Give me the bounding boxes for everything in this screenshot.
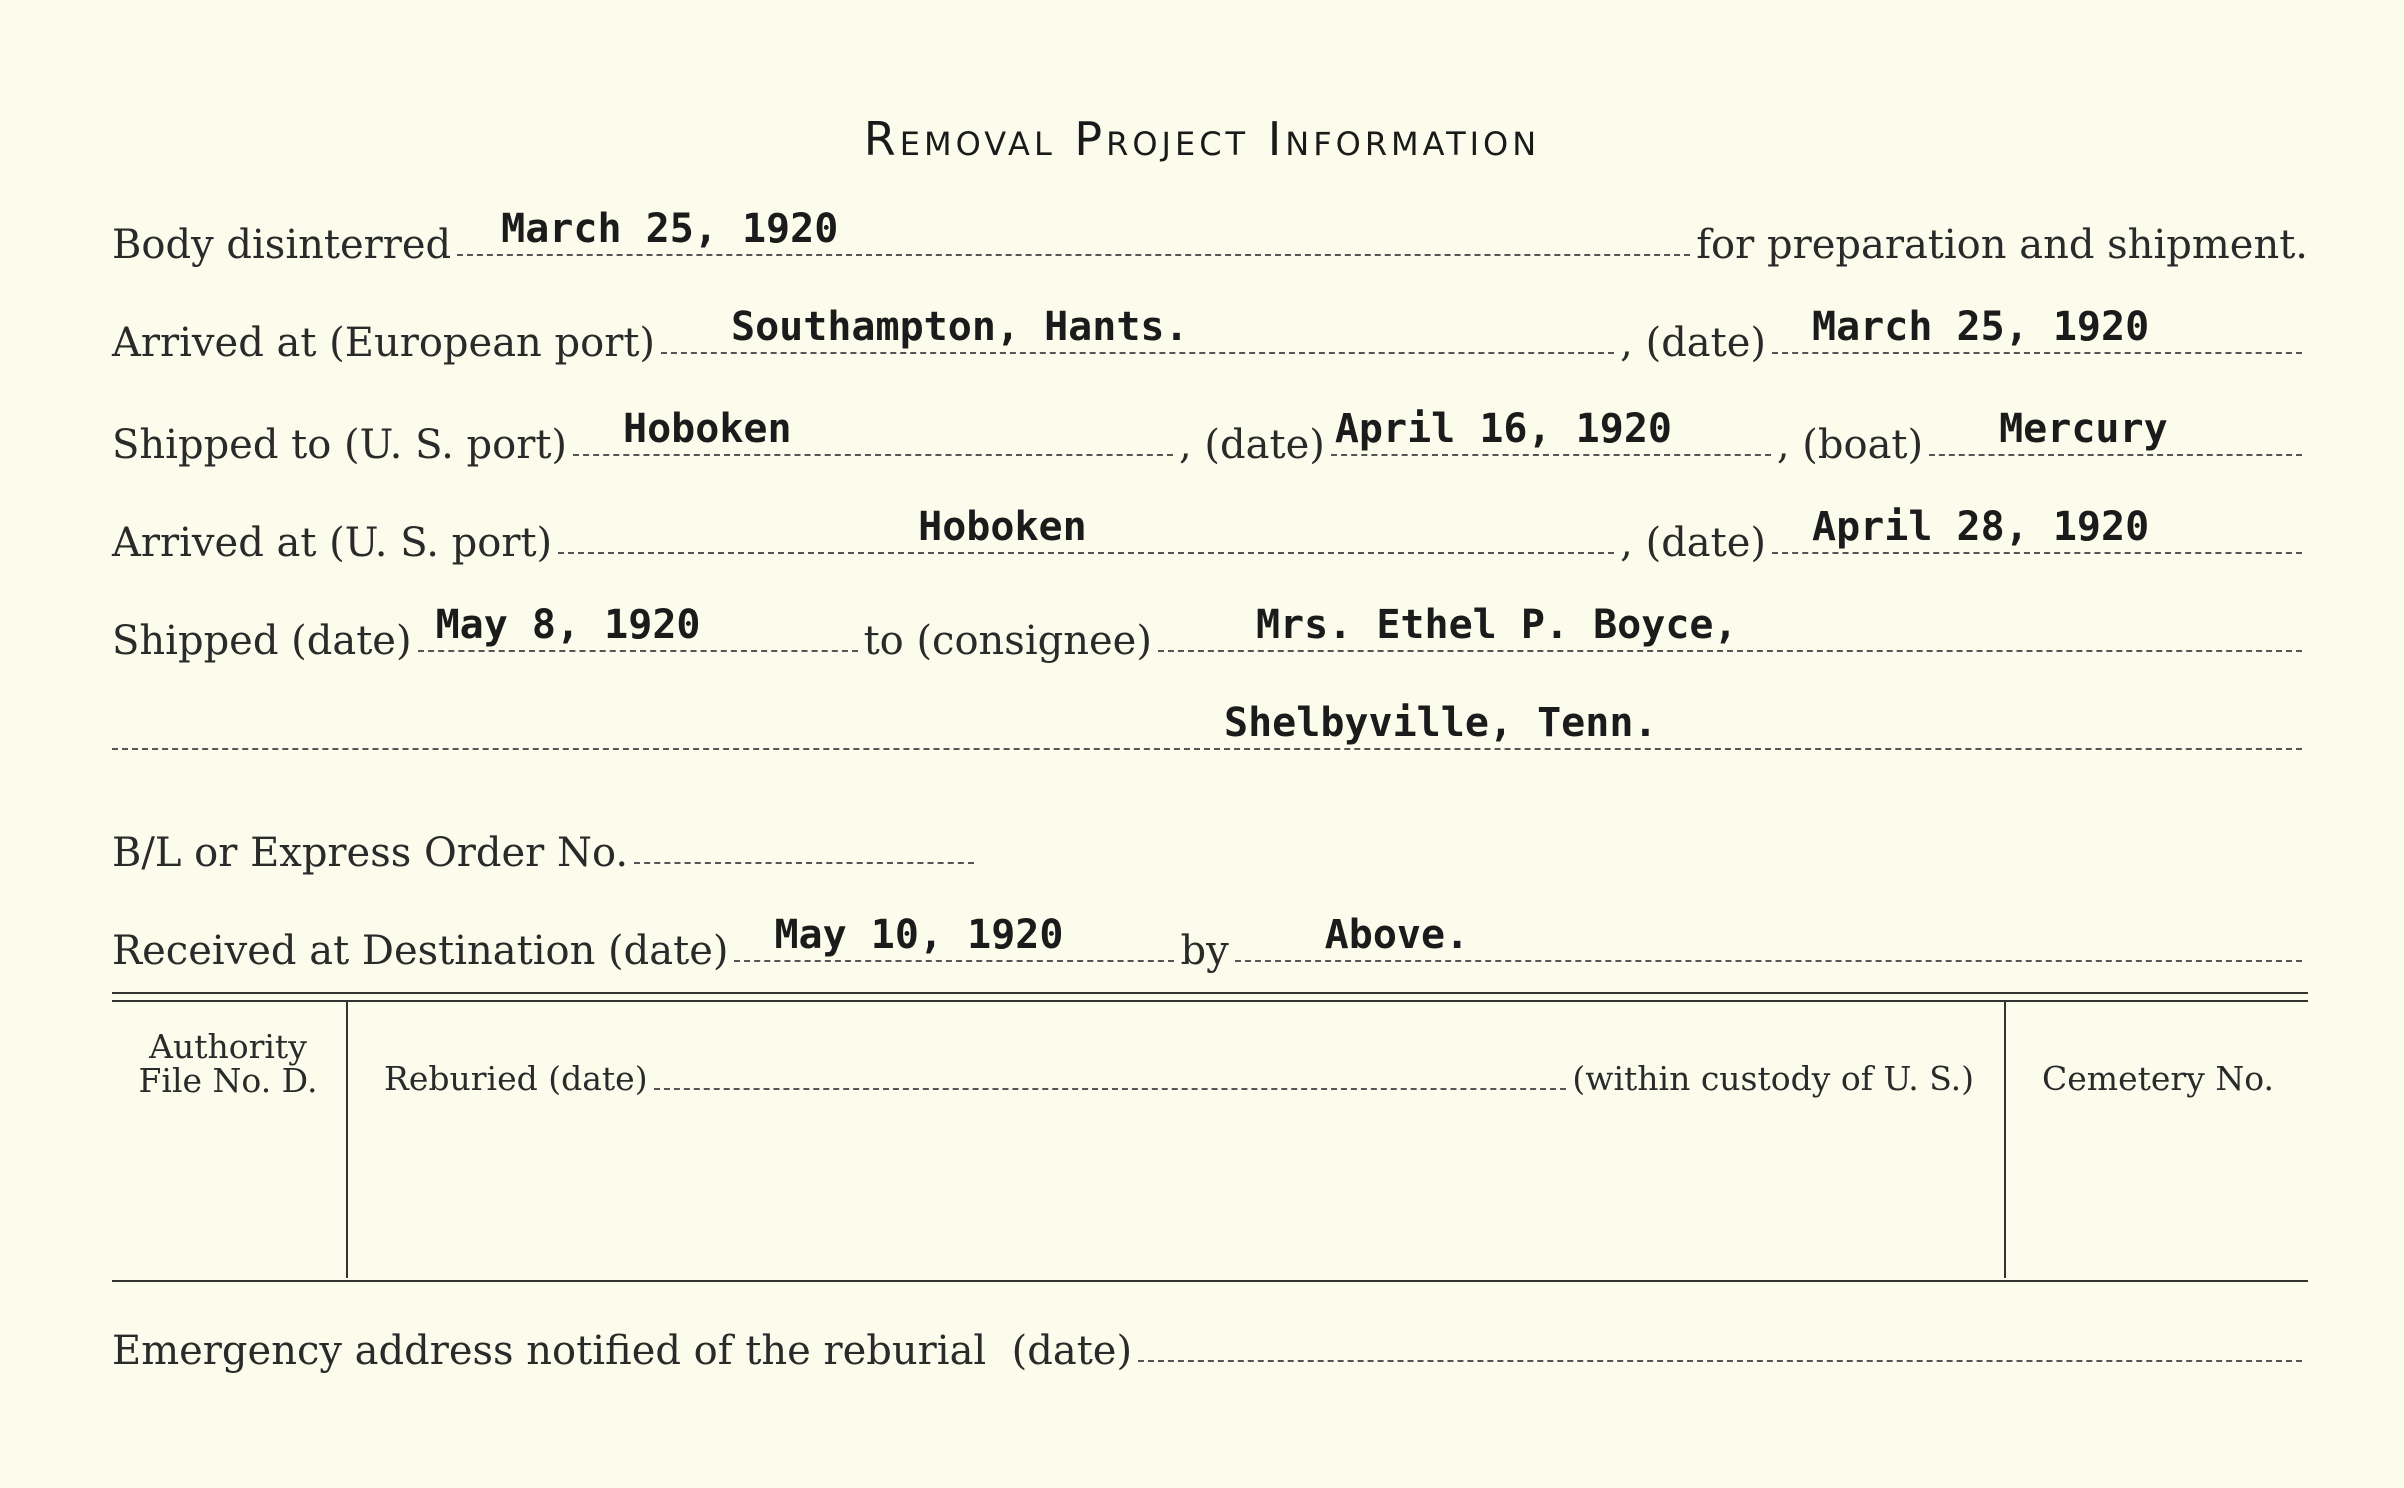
row-disinterred xyxy=(112,206,2308,270)
authority-label: Authority xyxy=(149,1027,307,1066)
row-shipped-date xyxy=(112,602,2308,666)
arrived-us-label: Arrived at (U. S. port) xyxy=(112,520,553,566)
arrived-european-date-label: , (date) xyxy=(1620,320,1766,366)
reburied-field[interactable] xyxy=(654,1038,1567,1090)
shipped-date-label: Shipped (date) xyxy=(112,618,412,664)
bl-order-field[interactable] xyxy=(634,802,974,864)
row-received xyxy=(112,912,2308,976)
arrived-european-field[interactable] xyxy=(661,292,1614,354)
row-emergency xyxy=(112,1316,2308,1376)
arrived-european-date-value: March 25, 1920 xyxy=(1812,304,2150,350)
page-title: Removal Project Information xyxy=(863,112,1541,166)
box-divider-left xyxy=(346,1002,348,1278)
row-shipped-us xyxy=(112,406,2308,470)
disinterred-suffix: for preparation and shipment. xyxy=(1696,222,2308,268)
shipped-us-date-value: April 16, 1920 xyxy=(1334,406,1672,452)
shipped-us-boat-label: , (boat) xyxy=(1776,422,1924,468)
box-top-rule-2 xyxy=(112,1000,2308,1002)
received-value: May 10, 1920 xyxy=(774,912,1064,958)
consignee-address-value: Shelbyville, Tenn. xyxy=(1224,700,1658,746)
arrived-us-date-field[interactable] xyxy=(1772,492,2302,554)
disinterred-field[interactable] xyxy=(457,194,1690,256)
received-by-value: Above. xyxy=(1324,912,1470,958)
emergency-label: Emergency address notified of the reburial (date) xyxy=(112,1328,1133,1374)
file-no-label: File No. D. xyxy=(138,1061,318,1100)
shipped-us-value: Hoboken xyxy=(623,406,792,452)
shipped-us-boat-value: Mercury xyxy=(1999,406,2168,452)
box-bottom-rule xyxy=(112,1280,2308,1282)
arrived-us-value: Hoboken xyxy=(918,504,1087,550)
disinterred-value: March 25, 1920 xyxy=(501,206,839,252)
arrived-us-date-label: , (date) xyxy=(1620,520,1766,566)
received-by-label: by xyxy=(1180,928,1229,974)
received-by-field[interactable] xyxy=(1235,900,2302,962)
shipped-us-boat-field[interactable] xyxy=(1929,394,2302,456)
received-field[interactable] xyxy=(734,900,1174,962)
row-bl-order xyxy=(112,818,2308,878)
shipped-date-value: May 8, 1920 xyxy=(435,602,701,648)
arrived-european-label: Arrived at (European port) xyxy=(112,320,656,366)
consignee-label: to (consignee) xyxy=(863,618,1152,664)
bl-order-label: B/L or Express Order No. xyxy=(112,830,629,876)
box-divider-right xyxy=(2004,1002,2006,1278)
row-reburied xyxy=(384,1050,1974,1100)
consignee-value: Mrs. Ethel P. Boyce, xyxy=(1255,602,1738,648)
shipped-us-label: Shipped to (U. S. port) xyxy=(112,422,567,468)
disinterred-label: Body disinterred xyxy=(112,222,452,268)
shipped-date-field[interactable] xyxy=(418,590,858,652)
emergency-field[interactable] xyxy=(1138,1300,2302,1362)
consignee-field[interactable] xyxy=(1158,590,2302,652)
arrived-us-date-value: April 28, 1920 xyxy=(1812,504,2150,550)
arrived-european-date-field[interactable] xyxy=(1772,292,2302,354)
authority-block xyxy=(112,1027,344,1100)
shipped-us-field[interactable] xyxy=(573,394,1173,456)
row-arrived-us xyxy=(112,504,2308,568)
cemetery-label: Cemetery No. xyxy=(2042,1059,2274,1098)
custody-label: (within custody of U. S.) xyxy=(1572,1059,1974,1098)
row-consignee-address xyxy=(112,700,2308,764)
box-top-rule-1 xyxy=(112,992,2308,994)
arrived-us-field[interactable] xyxy=(558,492,1614,554)
consignee-address-field[interactable] xyxy=(112,688,2302,750)
shipped-us-date-label: , (date) xyxy=(1179,422,1325,468)
row-arrived-european xyxy=(112,304,2308,368)
reburied-label: Reburied (date) xyxy=(384,1059,648,1098)
arrived-european-value: Southampton, Hants. xyxy=(731,304,1189,350)
received-label: Received at Destination (date) xyxy=(112,928,729,974)
shipped-us-date-field[interactable] xyxy=(1331,394,1771,456)
